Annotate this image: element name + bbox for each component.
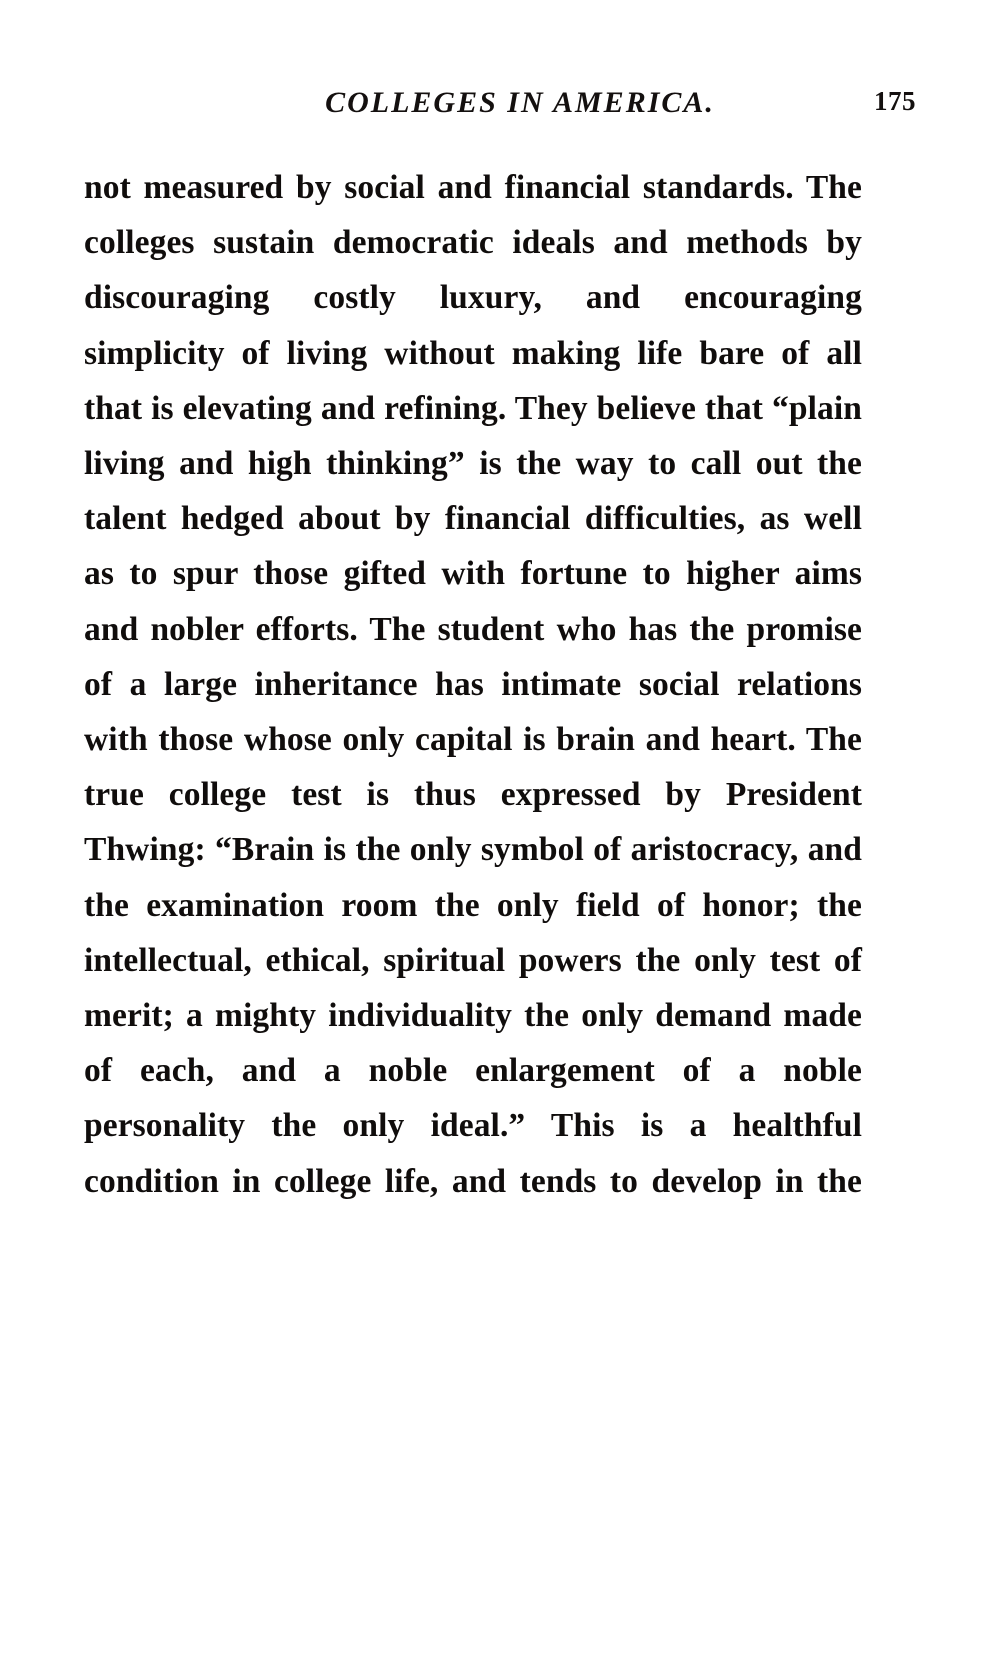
page-header [84,86,916,128]
running-title: COLLEGES IN AMERICA. [325,86,715,119]
page-number: 175 [874,86,916,116]
page-body [84,160,862,1264]
body-paragraph: not measured by social and financial standards. The colleges sustain democratic ideals and methods by discouraging costly luxury, and encouraging simplicity of living without making life bare of all that is elevating and refining. They believe that “plain living and high thinking” is the way to call out the talent hedged about by financial difficulties, as well as to spur those gifted with fortune to higher aims and nobler efforts. The student who has the promise of a large inheritance has intimate social relations with those whose only capital is brain and heart. The true college test is thus expressed by President Thwing: “Brain is the only symbol of aristocracy, and the examination room the only field of honor; the intellectual, ethical, spiritual powers the only test of merit; a mighty individuality the only demand made of each, and a noble enlargement of a noble personality the only ideal.” This is a healthful condition in college life, and tends to develop in the [84,169,862,1200]
